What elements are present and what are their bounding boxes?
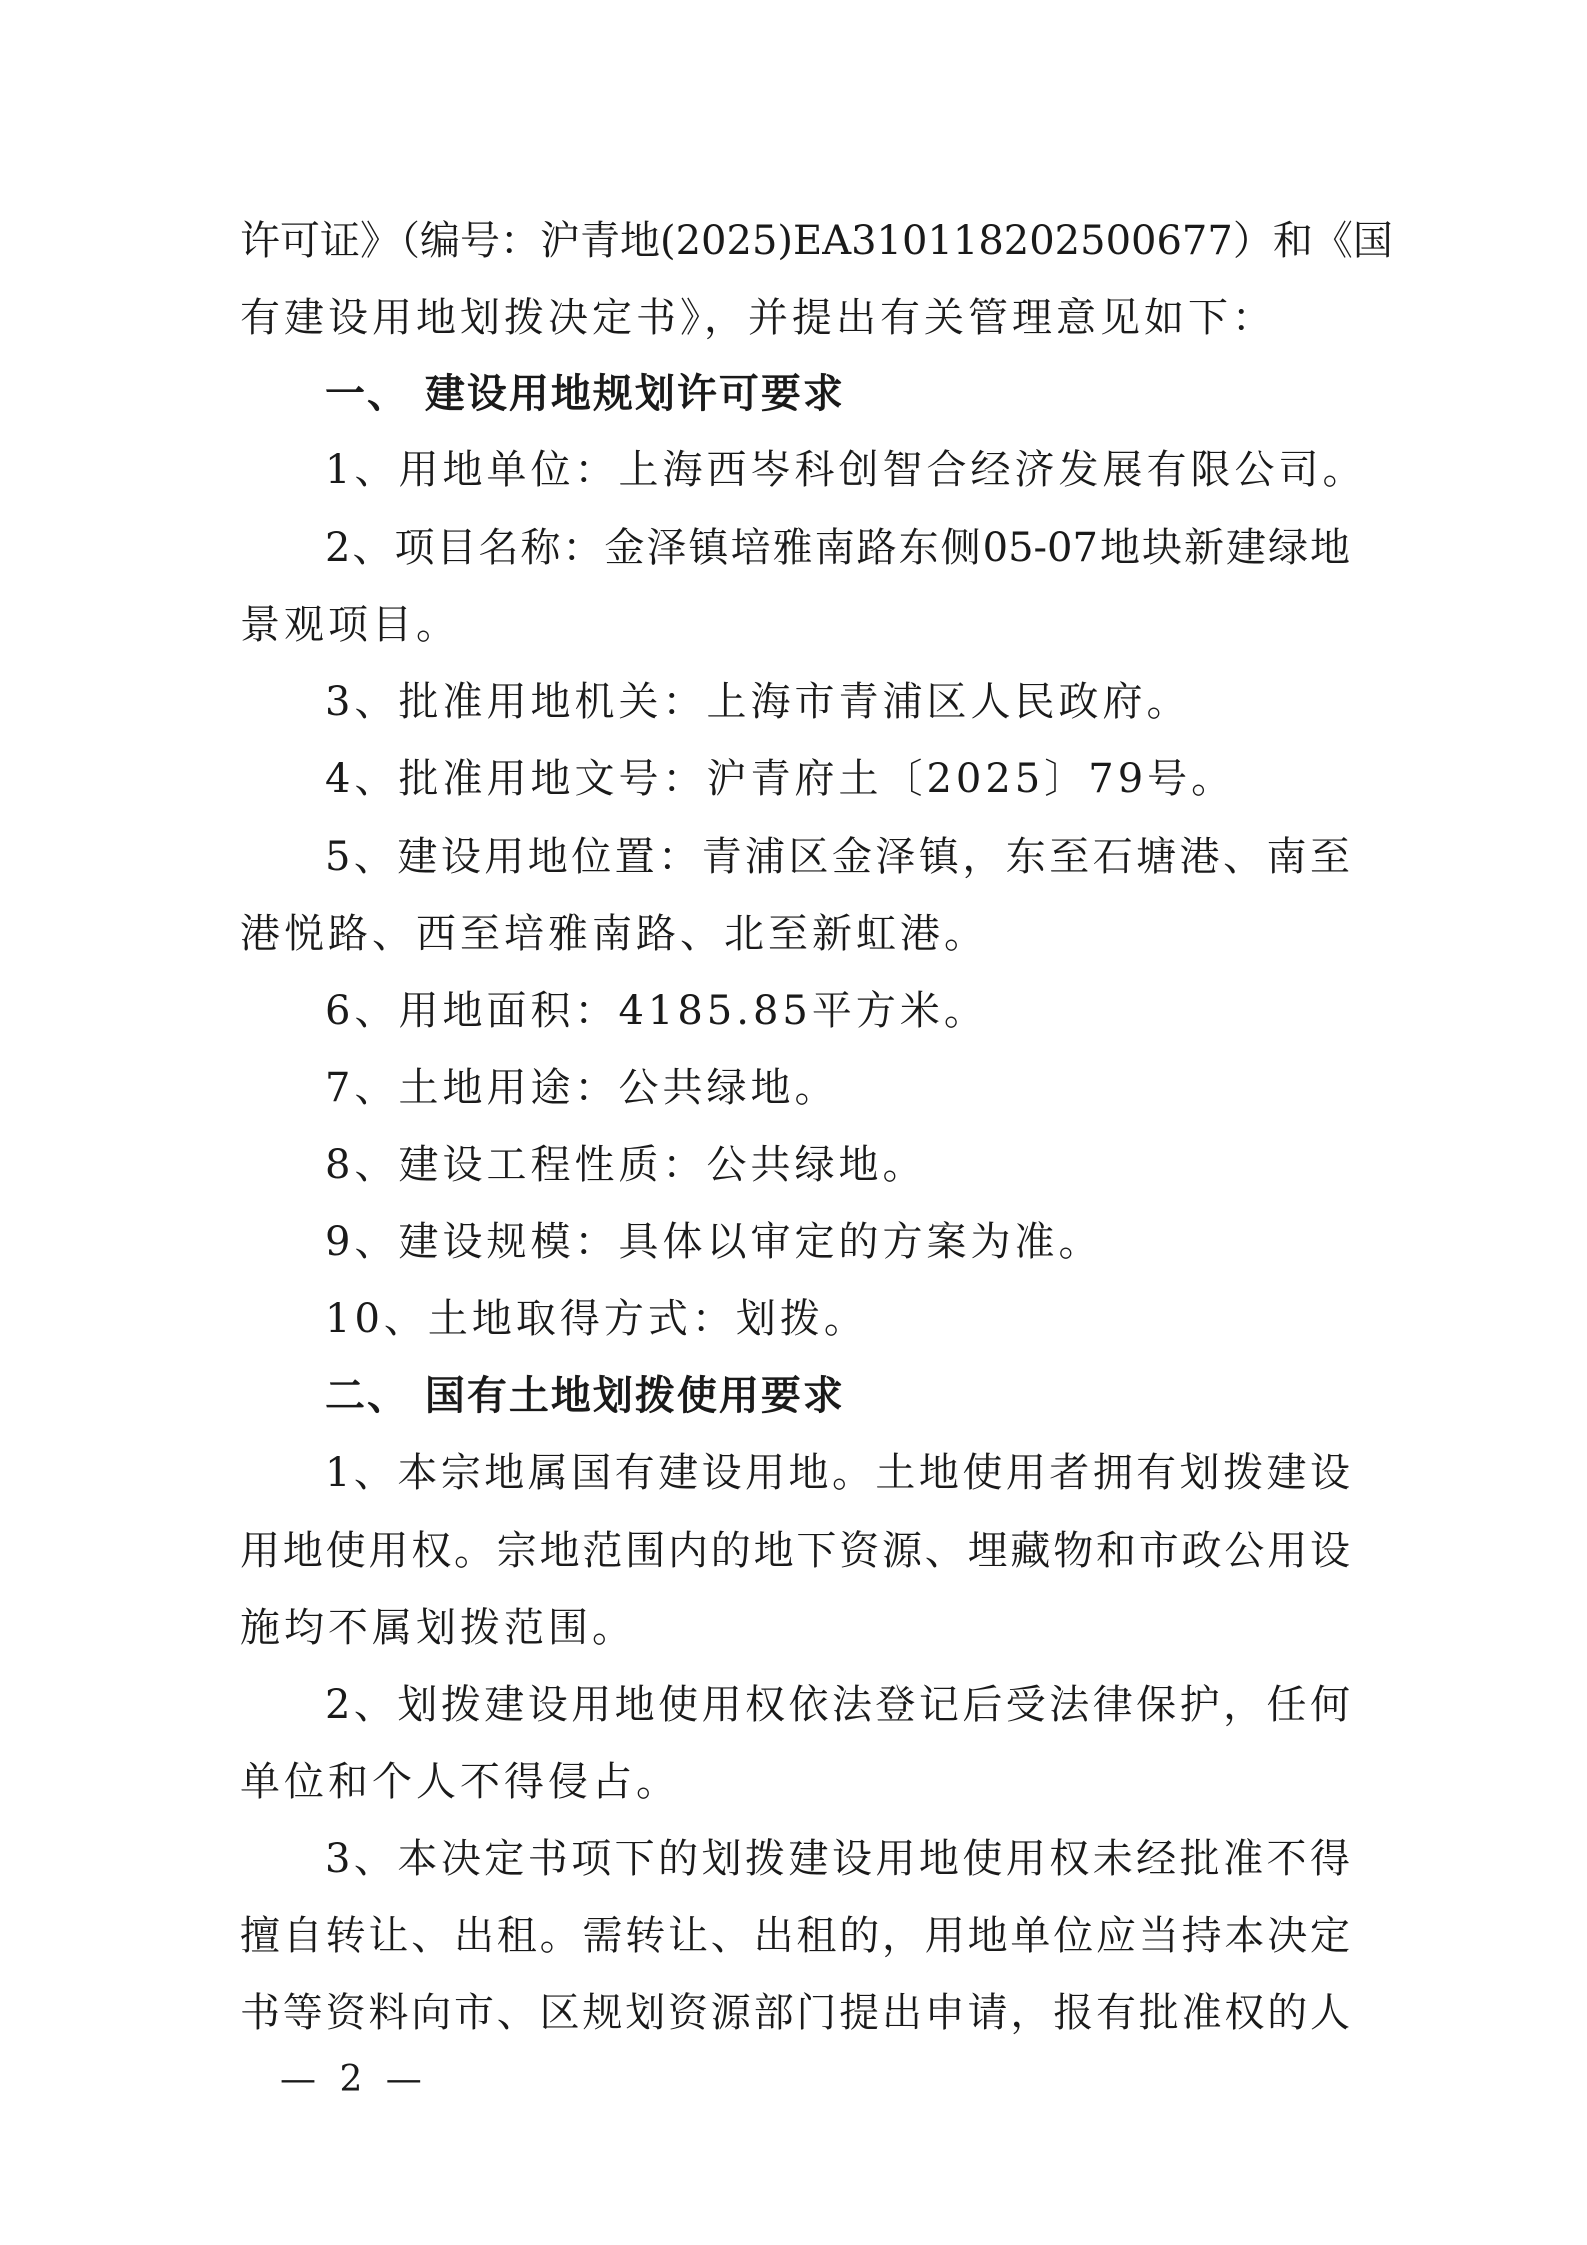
text-line: 单位和个人不得侵占。 — [240, 1759, 680, 1805]
text-line: 景观项目。 — [240, 602, 460, 648]
text-line: 4、批准用地文号：沪青府土〔2025〕79号。 — [325, 756, 1236, 802]
text-line: 港悦路、西至培雅南路、北至新虹港。 — [240, 911, 988, 957]
text-line: 施均不属划拨范围。 — [240, 1605, 636, 1651]
text-line: 2、项目名称：金泽镇培雅南路东侧05-07地块新建绿地 — [325, 525, 1350, 571]
text-line: 1、用地单位：上海西岑科创智合经济发展有限公司。 — [325, 447, 1367, 493]
text-line: 9、建设规模：具体以审定的方案为准。 — [325, 1219, 1103, 1265]
text-line: 7、土地用途：公共绿地。 — [325, 1065, 839, 1111]
text-line: 擅自转让、出租。需转让、出租的，用地单位应当持本决定 — [240, 1913, 1350, 1959]
page-number: — 2 — — [280, 2059, 428, 2100]
text-line: 5、建设用地位置：青浦区金泽镇，东至石塘港、南至 — [325, 834, 1350, 880]
section-heading: 二、 国有土地划拨使用要求 — [325, 1373, 845, 1419]
text-line: 用地使用权。宗地范围内的地下资源、埋藏物和市政公用设 — [240, 1528, 1350, 1574]
section-heading: 一、 建设用地规划许可要求 — [325, 371, 845, 417]
text-line: 有建设用地划拨决定书》，并提出有关管理意见如下： — [240, 295, 1276, 341]
text-line: 书等资料向市、区规划资源部门提出申请，报有批准权的人 — [240, 1990, 1350, 2036]
text-line: 6、用地面积：4185.85平方米。 — [325, 988, 988, 1034]
text-line: 3、本决定书项下的划拨建设用地使用权未经批准不得 — [325, 1836, 1350, 1882]
text-line: 8、建设工程性质：公共绿地。 — [325, 1142, 927, 1188]
text-line: 2、划拨建设用地使用权依法登记后受法律保护，任何 — [325, 1682, 1350, 1728]
text-line: 许可证》（编号：沪青地(2025)EA310118202500677）和《国 — [240, 218, 1393, 264]
text-line: 1、本宗地属国有建设用地。土地使用者拥有划拨建设 — [325, 1450, 1350, 1496]
text-line: 10、土地取得方式：划拨。 — [325, 1296, 868, 1342]
text-line: 3、批准用地机关：上海市青浦区人民政府。 — [325, 679, 1191, 725]
